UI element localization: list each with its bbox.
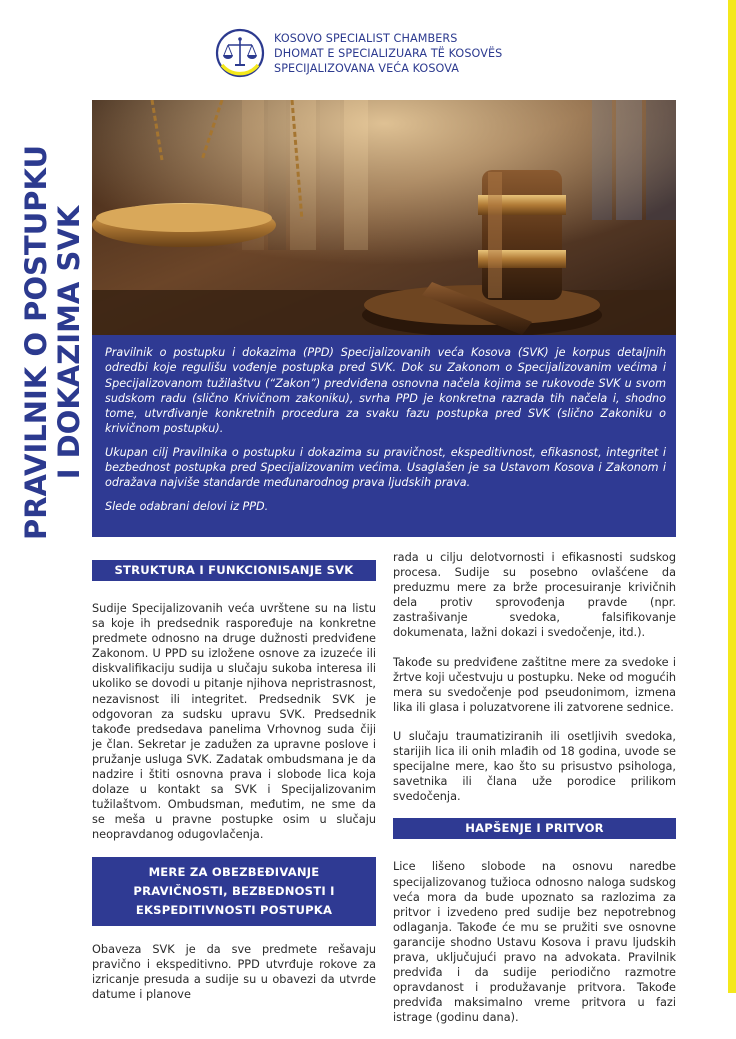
- org-name-sr: SPECIJALIZOVANA VEĆA KOSOVA: [274, 61, 460, 75]
- intro-paragraph: Slede odabrani delovi iz PPD.: [105, 499, 269, 513]
- intro-paragraph: Pravilnik o postupku i dokazima (PPD) Specijalizovanih veća Kosova (SVK) je korpus detaljnih odredbi koje regulišu vođenje postupka pred SVK. Dok su Zakonom o Specijalizovanim većima i Specijalizovanom tužilaštvu (“Zakon”) predviđena osnovna načela kojima se rukovode SVK u svom sudskom radu (slično Krivičnom zakoniku), svrha PPD je konkretna razrada tih načela i, shodno tome, utvrđivanje konkretnih procedura za svaku fazu postupka pred SVK (slično Zakoniku o krivičnom postupku).: [105, 346, 666, 436]
- scales-logo-icon: [214, 27, 266, 79]
- measures-paragraph: Obaveza SVK je da sve predmete rešavaju pravično i ekspeditivno. PPD utvrđuje rokove za izricanje presuda a sudije su u obavezi da utvrde datume i planove: [92, 942, 376, 1001]
- structure-paragraph: Sudije Specijalizovanih veća uvrštene su na listu sa koje ih predsednik raspoređuje na konkretne predmete odnosno na druge dužnosti predviđene Zakonom. U PPD su izložene osnove za izuzeće ili diskvalifikaciju sudija u slučaju sukoba interesa ili ukoliko se dovodi u pitanje njihova nepristrasnost, nezavisnost ili integritet. Predsednik SVK je odgovoran za sudsku upravu SVK. Predsednik takođe predsedava panelima Vrhovnog suda čiji je član. Sekretar je zadužen za upravne poslove i pružanje usluga SVK. Zadatak ombudsmana je da nadzire i štiti osnovna prava i slobode lica koja dolaze u kontakt sa SVK i Specijalizovanim tužilaštvom. Ombudsman, međutim, ne sme da se meša u pravne postupke osim u slučaju neopravdanog odugovlačenja.: [92, 602, 376, 842]
- title-line-1: PRAVILNIK O POSTUPKU: [19, 144, 53, 541]
- section-heading-measures: MERE ZA OBEZBEĐIVANJE PRAVIČNOSTI, BEZBEDNOSTI I EKSPEDITIVNOSTI POSTUPKA: [92, 857, 376, 926]
- section-heading-arrest: HAPŠENJE I PRITVOR: [393, 818, 676, 839]
- gavel-scales-photo: [92, 100, 676, 335]
- title-line-2: I DOKAZIMA SVK: [52, 205, 86, 480]
- org-name-sq: DHOMAT E SPECIALIZUARA TË KOSOVËS: [274, 46, 503, 60]
- protective-measures-paragraph: Takođe su predviđene zaštitne mere za svedoke i žrtve koji učestvuju u postupku. Neke od mogućih mera su svedočenje pod pseudonimom, izmena lika ili glasa i poluzatvorene ili zatvorene sednice.: [393, 655, 676, 714]
- right-column: [393, 550, 676, 1039]
- arrest-paragraph: Lice lišeno slobode na osnovu naredbe specijalizovanog tužioca odnosno naloga sudskog veća mora da bude upoznato sa razlozima za pritvor i izvedeno pred sudije bez nepotrebnog odlaganja. Takođe će mu se pružiti sve osnovne garancije shodno Ustavu Kosova i pravu ljudskih prava, uključujući pravo na advokata. Pravilnik predviđa i da sudije periodično razmotre opravdanost i produžavanje pritvora. Takođe predviđa maksimalno vreme pritvora u fazi istrage (godinu dana).: [393, 860, 676, 1025]
- measures-continued-paragraph: rada u cilju delotvornosti i efikasnosti sudskog procesa. Sudije su posebno ovlašćene da preduzmu mere za brže procesuiranje krivičnih dela protiv sprovođenja pravde (npr. zastrašivanje svedoka, falsifikovanje dokumenata, lažni dokazi i svedočenje, itd.).: [393, 551, 676, 640]
- section-heading-structure: STRUKTURA I FUNKCIONISANJE SVK: [92, 560, 376, 581]
- yellow-edge-bar: [728, 0, 736, 993]
- intro-paragraph: Ukupan cilj Pravilnika o postupku i dokazima su pravičnost, ekspeditivnost, efikasnost, integritet i bezbednost postupka pred Specijalizovanim većima. Usaglašen je sa Ustavom Kosova i Zakonom i odražava najviše standarde međunarodnog prava ljudskih prava.: [105, 445, 666, 490]
- organization-name: [274, 31, 502, 76]
- left-column: [92, 560, 376, 1016]
- org-name-en: KOSOVO SPECIALIST CHAMBERS: [274, 31, 458, 45]
- intro-box: [92, 335, 676, 537]
- header: [214, 26, 502, 80]
- vulnerable-witnesses-paragraph: U slučaju traumatiziranih ili osetljivih svedoka, starijih lica ili onih mlađih od 18 godina, uvode se specijalne mere, kao što su prisustvo psihologa, savetnika ili člana uže porodice prilikom svedočenja.: [393, 729, 676, 804]
